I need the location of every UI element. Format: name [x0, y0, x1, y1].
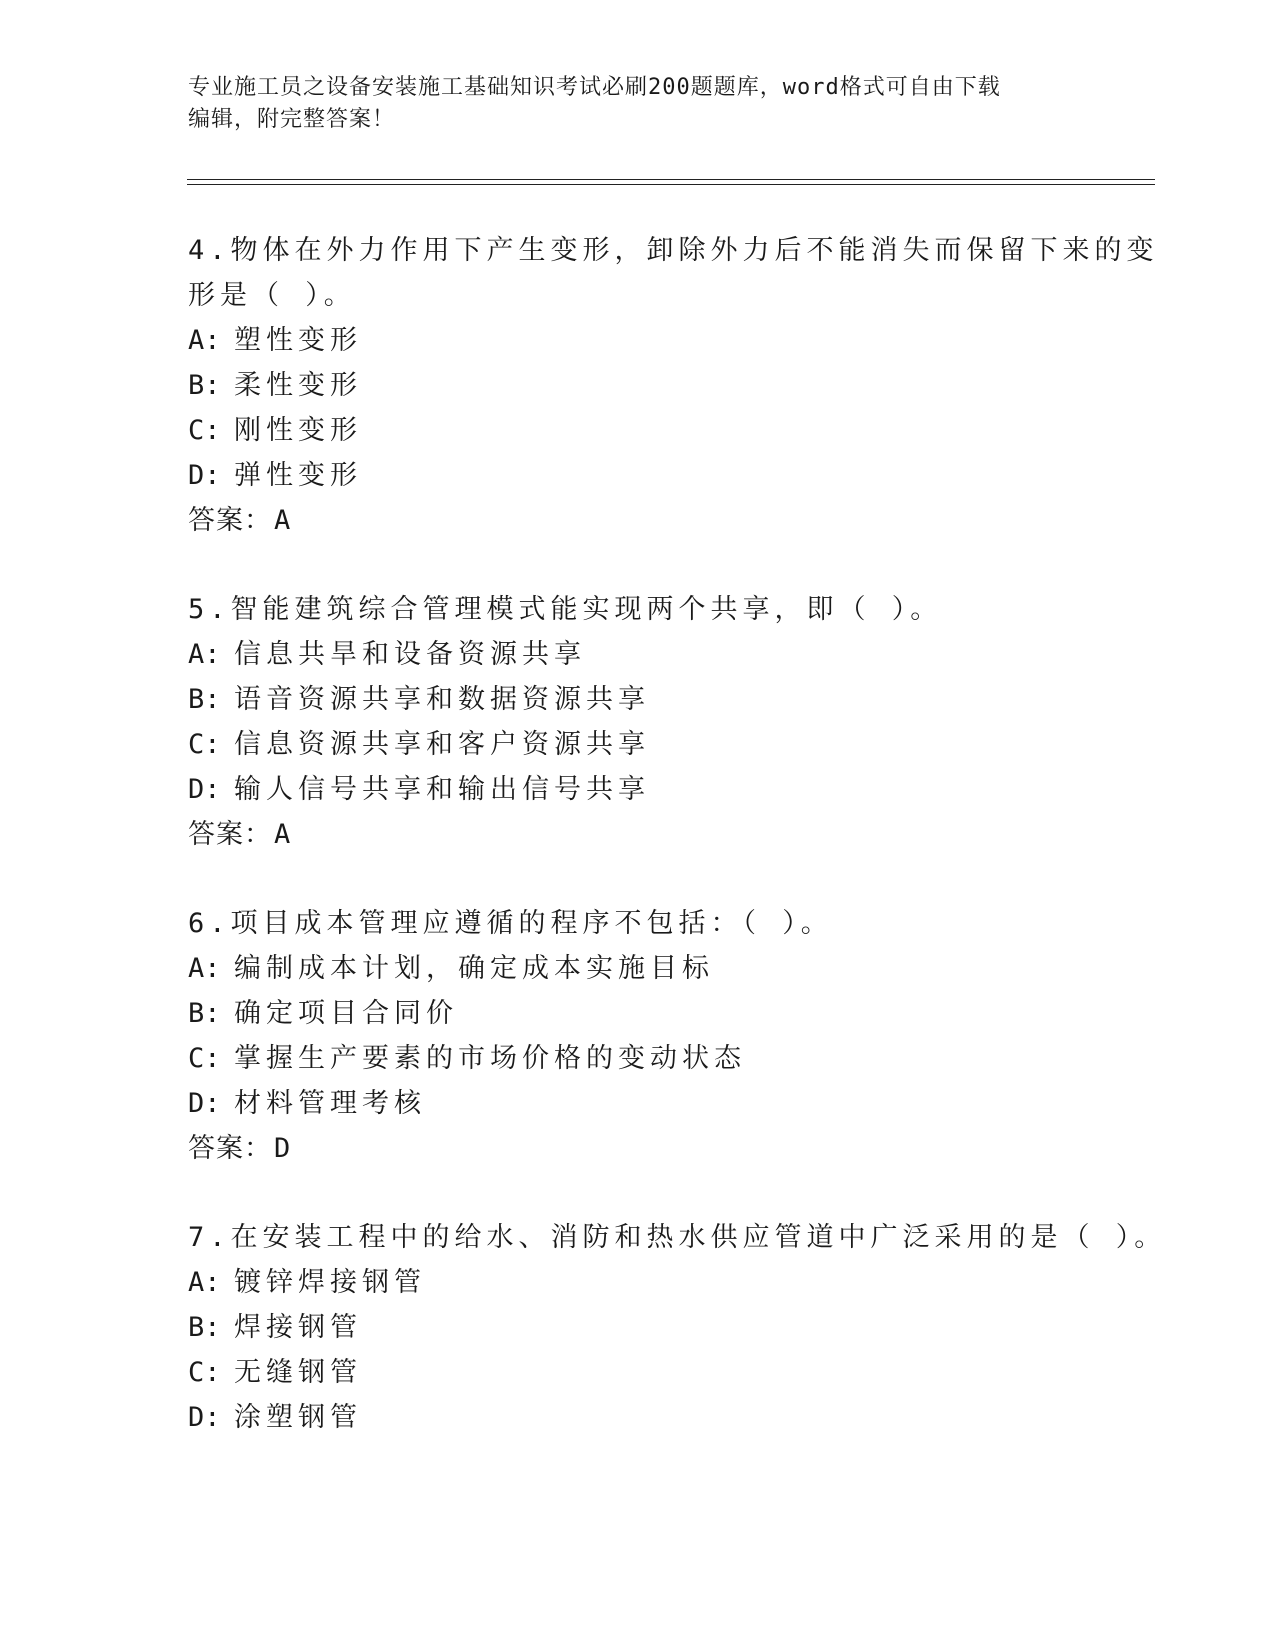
option-d [188, 1395, 1088, 1440]
question-block [188, 228, 1159, 543]
option-key: D: [188, 774, 221, 805]
option-key: B: [188, 370, 221, 401]
answer-label: 答案： [188, 819, 272, 850]
question-stem: 7.在安装工程中的给水、消防和热水供应管道中广泛采用的是（ ）。 [188, 1222, 1167, 1253]
answer-value: A [274, 505, 292, 536]
option-c [188, 1350, 1088, 1395]
option-d [188, 1081, 1088, 1126]
option-text: 信息资源共享和客户资源共享 [234, 729, 650, 760]
document-header [188, 72, 1078, 136]
option-text: 涂塑钢管 [234, 1402, 362, 1433]
option-text: 信息共旱和设备资源共享 [234, 639, 586, 670]
option-key: C: [188, 1357, 221, 1388]
answer-label: 答案： [188, 505, 272, 536]
option-d [188, 453, 1088, 498]
option-text: 弹性变形 [234, 460, 362, 491]
option-text: 语音资源共享和数据资源共享 [234, 684, 650, 715]
option-key: A: [188, 953, 221, 984]
header-line-2: 编辑，附完整答案！ [188, 107, 396, 132]
option-text: 确定项目合同价 [234, 998, 458, 1029]
answer-value: A [274, 819, 292, 850]
option-key: C: [188, 1043, 221, 1074]
option-key: B: [188, 998, 221, 1029]
option-text: 材料管理考核 [234, 1088, 426, 1119]
header-divider-bottom [187, 184, 1155, 185]
question-stem: 6.项目成本管理应遵循的程序不包括：（ ）。 [188, 908, 833, 939]
option-key: D: [188, 460, 221, 491]
question-list [188, 228, 1167, 1484]
answer-line [188, 498, 1088, 543]
option-b [188, 991, 1088, 1036]
option-text: 无缝钢管 [234, 1357, 362, 1388]
answer-line [188, 1126, 1088, 1171]
option-text: 编制成本计划，确定成本实施目标 [234, 953, 714, 984]
option-key: A: [188, 1267, 221, 1298]
option-c [188, 408, 1088, 453]
option-key: C: [188, 415, 221, 446]
option-a [188, 946, 1088, 991]
option-text: 掌握生产要素的市场价格的变动状态 [234, 1043, 746, 1074]
option-text: 镀锌焊接钢管 [234, 1267, 426, 1298]
question-stem: 形是（ ）。 [188, 280, 356, 311]
option-key: D: [188, 1402, 221, 1433]
option-text: 焊接钢管 [234, 1312, 362, 1343]
option-key: B: [188, 1312, 221, 1343]
option-text: 刚性变形 [234, 415, 362, 446]
question-stem: 4.物体在外力作用下产生变形，卸除外力后不能消失而保留下来的变 [188, 235, 1159, 266]
option-d [188, 767, 1088, 812]
option-key: C: [188, 729, 221, 760]
option-c [188, 1036, 1088, 1081]
answer-line [188, 812, 1088, 857]
option-key: A: [188, 639, 221, 670]
question-stem: 5.智能建筑综合管理模式能实现两个共享，即（ ）。 [188, 594, 943, 625]
option-b [188, 1305, 1088, 1350]
option-text: 输人信号共享和输出信号共享 [234, 774, 650, 805]
question-block [188, 901, 1088, 1171]
answer-value: D [274, 1133, 292, 1164]
option-c [188, 722, 1088, 767]
option-key: A: [188, 325, 221, 356]
question-block [188, 587, 1088, 857]
header-line-1: 专业施工员之设备安装施工基础知识考试必刷200题题库，word格式可自由下载 [188, 75, 1001, 100]
header-divider-top [187, 179, 1155, 180]
option-text: 塑性变形 [234, 325, 362, 356]
option-key: D: [188, 1088, 221, 1119]
option-text: 柔性变形 [234, 370, 362, 401]
answer-label: 答案： [188, 1133, 272, 1164]
option-b [188, 677, 1088, 722]
option-b [188, 363, 1088, 408]
option-a [188, 1260, 1088, 1305]
question-block [188, 1215, 1167, 1440]
option-key: B: [188, 684, 221, 715]
option-a [188, 318, 1088, 363]
option-a [188, 632, 1088, 677]
